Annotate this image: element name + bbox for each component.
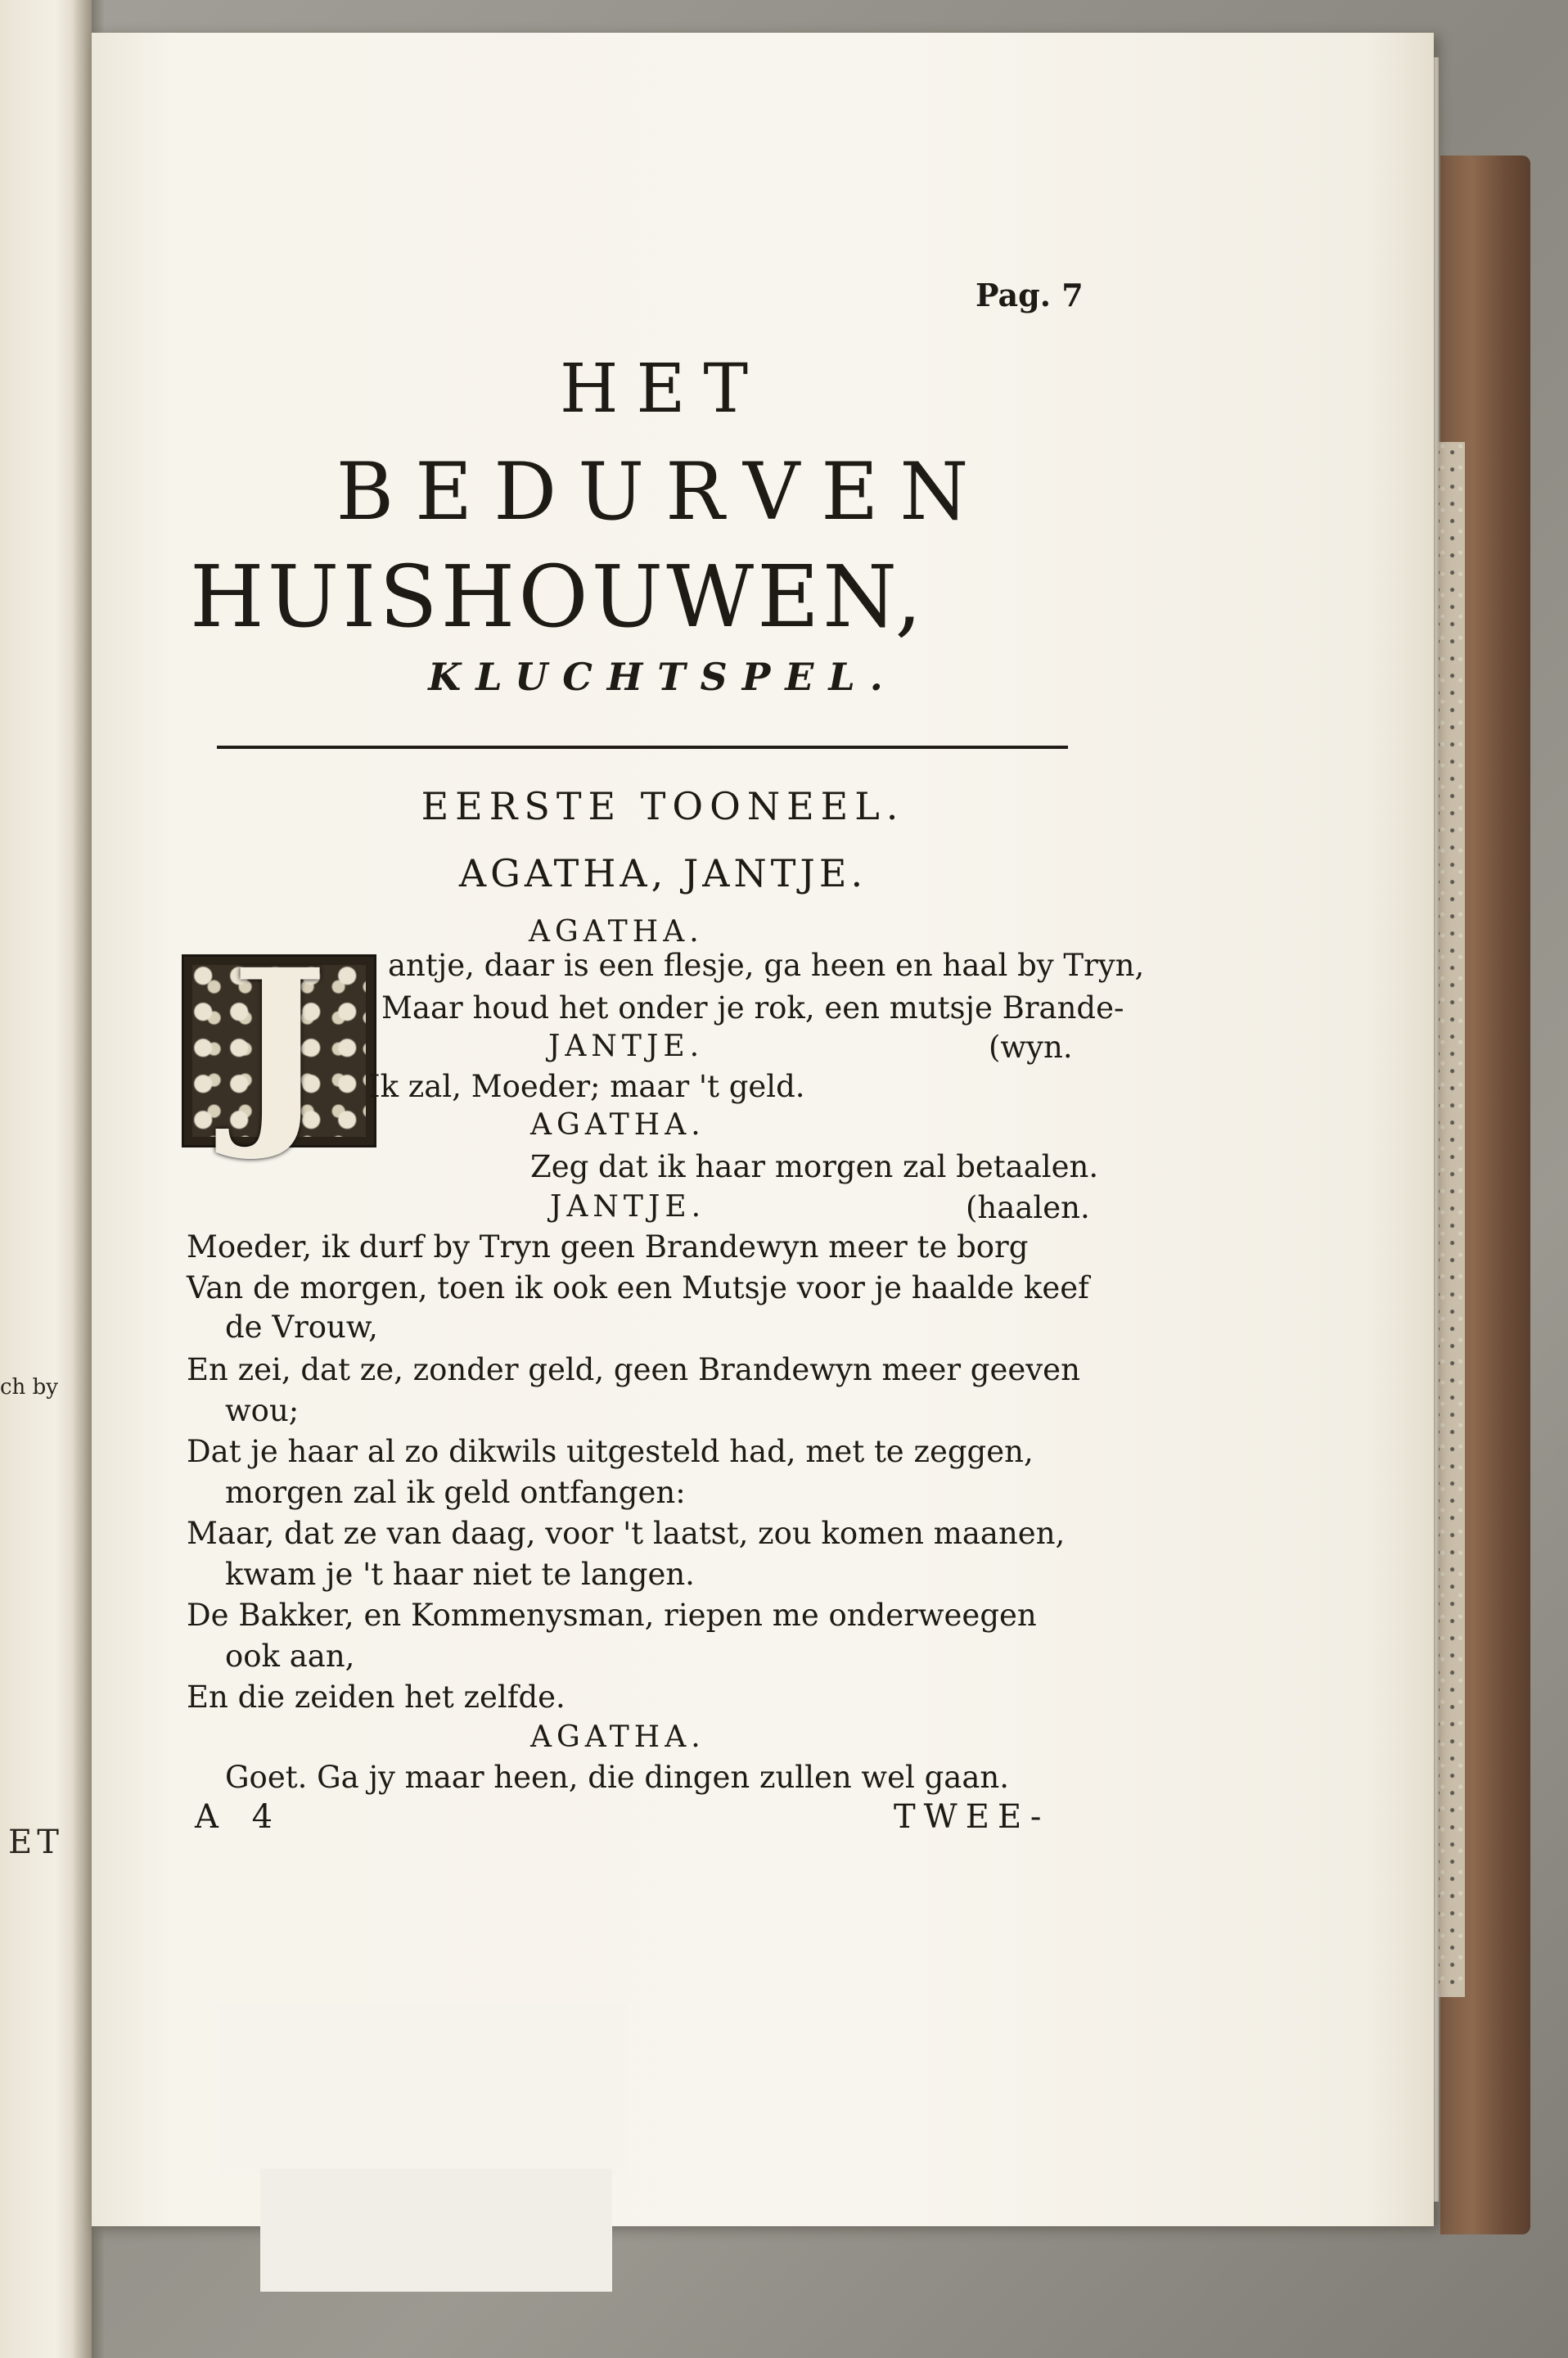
signature-mark: A 4 (195, 1798, 285, 1836)
verse-line: Goet. Ga jy maar heen, die dingen zullen wel gaan. (225, 1760, 1009, 1795)
verse-line: Moeder, ik durf by Tryn geen Brandewyn meer te borg (187, 1229, 1029, 1265)
verse-line: Van de morgen, toen ik ook een Mutsje voor je haalde keef (187, 1270, 1089, 1305)
speaker-name: JANTJE. (550, 1190, 706, 1224)
speaker-name: AGATHA. (529, 915, 704, 949)
library-label (218, 2004, 627, 2175)
initial-letter: J (230, 924, 328, 1165)
decorated-initial (182, 924, 376, 1165)
character-list: AGATHA, JANTJE. (458, 851, 867, 895)
scene-heading: EERSTE TOONEEL. (421, 784, 905, 828)
speaker-name: AGATHA. (530, 1108, 705, 1142)
verse-line: Ik zal, Moeder; maar 't geld. (368, 1069, 805, 1104)
verse-line: kwam je 't haar niet te langen. (225, 1557, 695, 1592)
verse-line: En zei, dat ze, zonder geld, geen Brandewyn meer geeven (187, 1352, 1080, 1387)
title-line-1: HET (559, 350, 767, 428)
turnover-line: (haalen. (966, 1190, 1090, 1225)
genre-subtitle: KLUCHTSPEL. (428, 655, 898, 699)
verse-line: Zeg dat ik haar morgen zal betaalen. (530, 1149, 1099, 1184)
left-page-fragment: ET (8, 1824, 64, 1861)
verse-line: antje, daar is een flesje, ga heen en haal by Tryn, (388, 948, 1145, 983)
catchword: TWEE- (894, 1798, 1050, 1836)
verse-line: En die zeiden het zelfde. (187, 1679, 565, 1715)
verse-line: Maar, dat ze van daag, voor 't laatst, zou komen maanen, (187, 1516, 1066, 1551)
page-number: Pag. 7 (975, 277, 1084, 313)
verse-line: De Bakker, en Kommenysman, riepen me onderweegen (187, 1598, 1037, 1633)
library-label (260, 2169, 612, 2292)
turnover-line: (wyn. (989, 1030, 1073, 1065)
verse-line: wou; (225, 1393, 300, 1428)
title-line-2: BEDURVEN (336, 446, 990, 538)
horizontal-rule (217, 746, 1068, 749)
verse-line: ook aan, (225, 1639, 355, 1674)
speaker-name: JANTJE. (548, 1030, 705, 1063)
title-line-3: HUISHOUWEN, (190, 547, 926, 647)
left-page-fragment: ch by (0, 1375, 58, 1400)
speaker-name: AGATHA. (530, 1720, 705, 1754)
verse-line: Maar houd het onder je rok, een mutsje Brande- (381, 990, 1124, 1026)
verse-line: morgen zal ik geld ontfangen: (225, 1475, 686, 1510)
verse-line: de Vrouw, (225, 1310, 378, 1345)
verse-line: Dat je haar al zo dikwils uitgesteld had, met te zeggen, (187, 1434, 1034, 1469)
